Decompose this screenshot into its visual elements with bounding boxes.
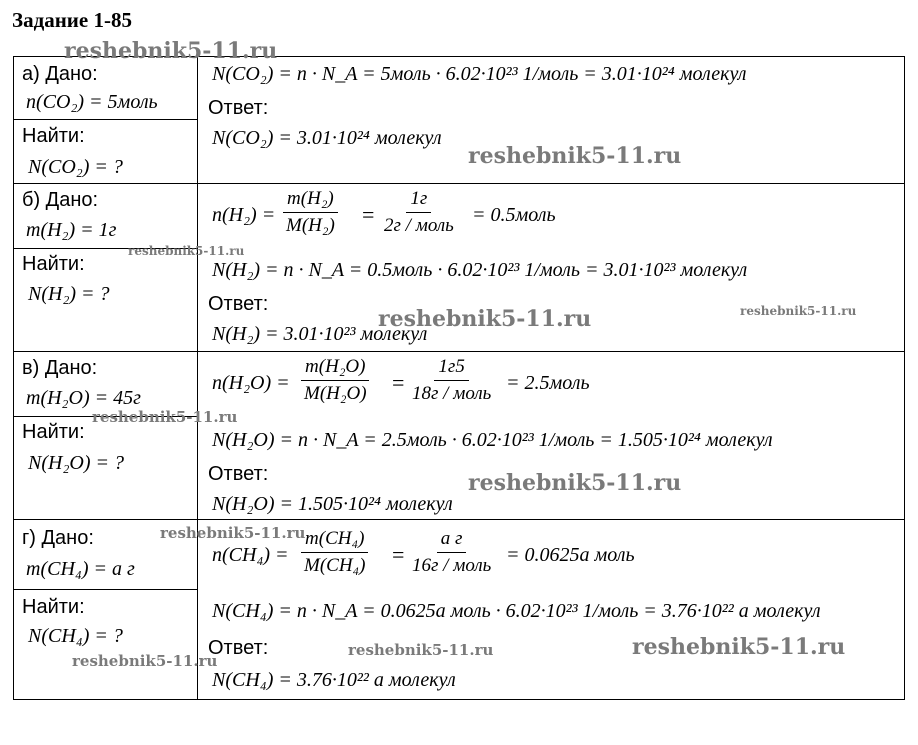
watermark: reshebnik5-11.ru xyxy=(468,143,682,169)
find-value-b: N(H₂) = ? xyxy=(28,283,110,305)
watermark: reshebnik5-11.ru xyxy=(348,641,494,659)
find-value-g: N(CH₄) = ? xyxy=(28,625,123,647)
watermark: reshebnik5-11.ru xyxy=(160,524,306,542)
section-divider xyxy=(13,351,905,352)
watermark: reshebnik5-11.ru xyxy=(378,306,592,332)
watermark: reshebnik5-11.ru xyxy=(740,304,857,318)
fraction-values-v xyxy=(408,356,495,405)
equals-sign: = xyxy=(362,202,375,227)
answer-a: N(CO₂) = 3.01·10²⁴ молекул xyxy=(212,127,442,149)
fraction-values-b xyxy=(380,188,458,237)
fraction-numerator: m(H₂O) xyxy=(301,356,369,381)
moles-result-g: = 0.0625a моль xyxy=(506,544,635,566)
fraction-mass-molar-b xyxy=(282,188,339,237)
fraction-denominator: M(H₂O) xyxy=(304,383,367,404)
page-title: Задание 1-85 xyxy=(12,8,132,32)
answer-label-v: Ответ: xyxy=(208,463,269,485)
given-label-v: в) Дано: xyxy=(22,357,98,379)
watermark: reshebnik5-11.ru xyxy=(64,38,278,64)
column-divider xyxy=(197,56,198,700)
moles-lhs-v: n(H₂O) = xyxy=(212,372,290,394)
section-divider xyxy=(13,183,905,184)
given-label-a: а) Дано: xyxy=(22,63,98,85)
answer-b: N(H₂) = 3.01·10²³ молекул xyxy=(212,323,428,345)
answer-label-b: Ответ: xyxy=(208,293,269,315)
fraction-numerator: m(H₂) xyxy=(283,188,338,213)
find-label-a: Найти: xyxy=(22,125,85,147)
calc-a: N(CO₂) = n · N_A = 5моль · 6.02·10²³ 1/моль = 3.01·10²⁴ молекул xyxy=(212,63,747,85)
given-value-g: m(CH₄) = a г xyxy=(26,558,135,580)
calc-b: N(H₂) = n · N_A = 0.5моль · 6.02·10²³ 1/моль = 3.01·10²³ молекул xyxy=(212,259,748,281)
moles-result-v: = 2.5моль xyxy=(506,372,590,394)
fraction-denominator: 2г / моль xyxy=(384,215,454,236)
fraction-values-g xyxy=(408,528,495,577)
fraction-mass-molar-v xyxy=(300,356,371,405)
fraction-numerator: m(CH₄) xyxy=(301,528,368,553)
fraction-numerator: 1г5 xyxy=(434,356,468,381)
calc-g: N(CH₄) = n · N_A = 0.0625a моль · 6.02·10²³ 1/моль = 3.76·10²² a молекул xyxy=(212,600,821,622)
answer-label-g: Ответ: xyxy=(208,637,269,659)
fraction-denominator: 16г / моль xyxy=(412,555,492,576)
watermark: reshebnik5-11.ru xyxy=(72,652,218,670)
find-label-b: Найти: xyxy=(22,253,85,275)
answer-g: N(CH₄) = 3.76·10²² a молекул xyxy=(212,669,456,691)
find-value-a: N(CO₂) = ? xyxy=(28,156,123,178)
given-label-b: б) Дано: xyxy=(22,189,99,211)
answer-label-a: Ответ: xyxy=(208,97,269,119)
given-find-divider xyxy=(13,589,197,590)
given-value-b: m(H₂) = 1г xyxy=(26,219,117,241)
moles-lhs-g: n(CH₄) = xyxy=(212,544,289,566)
find-label-v: Найти: xyxy=(22,421,85,443)
equals-sign: = xyxy=(392,370,405,395)
watermark: reshebnik5-11.ru xyxy=(128,244,245,258)
fraction-denominator: M(CH₄) xyxy=(304,555,366,576)
answer-v: N(H₂O) = 1.505·10²⁴ молекул xyxy=(212,493,453,515)
fraction-numerator: a г xyxy=(437,528,467,553)
find-value-v: N(H₂O) = ? xyxy=(28,452,124,474)
moles-lhs-b: n(H₂) = xyxy=(212,204,276,226)
watermark: reshebnik5-11.ru xyxy=(632,634,846,660)
fraction-numerator: 1г xyxy=(406,188,431,213)
find-label-g: Найти: xyxy=(22,596,85,618)
watermark: reshebnik5-11.ru xyxy=(468,470,682,496)
section-divider xyxy=(13,519,905,520)
watermark: reshebnik5-11.ru xyxy=(92,408,238,426)
given-value-v: m(H₂O) = 45г xyxy=(26,387,141,409)
moles-result-b: = 0.5моль xyxy=(472,204,556,226)
calc-v: N(H₂O) = n · N_A = 2.5моль · 6.02·10²³ 1/моль = 1.505·10²⁴ молекул xyxy=(212,429,773,451)
fraction-mass-molar-g xyxy=(300,528,369,577)
equals-sign: = xyxy=(392,542,405,567)
fraction-denominator: 18г / моль xyxy=(412,383,492,404)
given-value-a: n(CO₂) = 5моль xyxy=(26,91,158,113)
given-find-divider xyxy=(13,119,197,120)
fraction-denominator: M(H₂) xyxy=(286,215,335,236)
given-label-g: г) Дано: xyxy=(22,527,94,549)
